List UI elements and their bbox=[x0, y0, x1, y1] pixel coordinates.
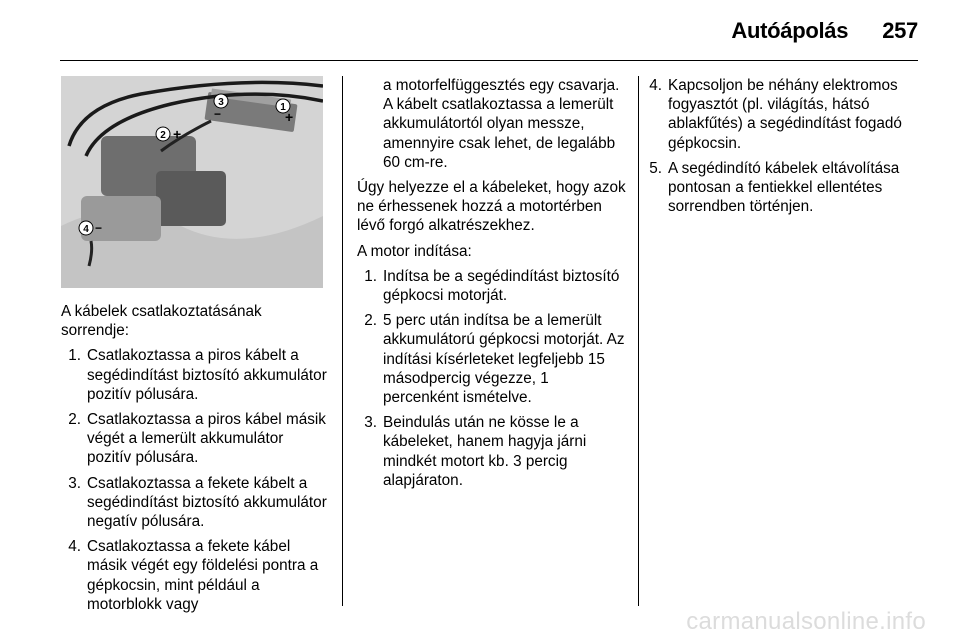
minus-sign-bottom: − bbox=[95, 221, 103, 235]
engine-start-heading: A motor indítása: bbox=[357, 242, 472, 260]
list-item: 3. Beindulás után ne kösse le a kábeleket, hanem hagyja járni mindkét motort kb. 3 percig alapjáraton. bbox=[364, 414, 587, 489]
cable-placement-paragraph: Úgy helyezze el a kábeleket, hogy azok ne érhessenek hozzá a motortérben lévő forgó alkatrészekhez. bbox=[357, 179, 626, 235]
list-item: 1. Csatlakoztassa a piros kábelt a segédindítást biztosító akkumulátor pozitív pólusára. bbox=[68, 347, 327, 403]
engine-bay-illustration bbox=[61, 76, 323, 288]
list-item: 4. Kapcsoljon be néhány elektromos fogyasztót (pl. világítás, hátsó ablakfűtés) a segédindítást fogadó gépkocsin. bbox=[649, 77, 902, 152]
column-3 bbox=[642, 76, 922, 222]
callout-2: 2 bbox=[160, 130, 166, 141]
list-item: 1. Indítsa be a segédindítást biztosító gépkocsi motorját. bbox=[364, 267, 620, 305]
plus-sign-right: + bbox=[285, 109, 294, 125]
list-item: 2. 5 perc után indítsa be a lemerült akkumulátorú gépkocsi motorját. Az indítási kísérleteket legfeljebb 15 másodpercig végezze, 1 percenként ismételve. bbox=[364, 312, 625, 407]
connection-intro: A kábelek csatlakoztatásának sorrendje: bbox=[61, 303, 262, 340]
column-2 bbox=[357, 76, 627, 496]
plus-sign-left: + bbox=[173, 126, 182, 142]
callout-1: 1 bbox=[280, 102, 286, 113]
column-1 bbox=[61, 302, 331, 620]
header-rule bbox=[60, 60, 918, 61]
list-item: 2. Csatlakoztassa a piros kábel másik végét a lemerült akkumulátor pozitív pólusára. bbox=[68, 411, 326, 467]
section-title: Autóápolás bbox=[731, 18, 849, 43]
engine-start-steps bbox=[357, 267, 627, 490]
continued-text: a motorfelfüggesztés egy csavarja. A kábelt csatlakoztassa a lemerült akkumulátortól olyan messze, amennyire csak lehet, de legalább 60 cm-re. bbox=[383, 77, 620, 171]
page-header bbox=[731, 18, 918, 44]
list-item: 5. A segédindító kábelek eltávolítása pontosan a fentiekkel ellentétes sorrendben történjen. bbox=[649, 159, 900, 216]
callout-3: 3 bbox=[218, 97, 224, 108]
minus-sign-top: − bbox=[214, 107, 222, 121]
column-divider-2 bbox=[638, 76, 639, 606]
list-item: 4. Csatlakoztassa a fekete kábel másik végét egy földelési pontra a gépkocsin, mint például a motorblokk vagy bbox=[68, 538, 319, 613]
connection-steps bbox=[61, 346, 331, 614]
jump-start-diagram bbox=[61, 76, 323, 288]
watermark: carmanualsonline.info bbox=[686, 608, 926, 635]
column-divider-1 bbox=[342, 76, 343, 606]
final-steps bbox=[642, 76, 922, 216]
page-number: 257 bbox=[882, 18, 918, 43]
callout-4: 4 bbox=[83, 224, 89, 235]
list-item: 3. Csatlakoztassa a fekete kábelt a segédindítást biztosító akkumulátor negatív pólusára. bbox=[68, 474, 327, 531]
